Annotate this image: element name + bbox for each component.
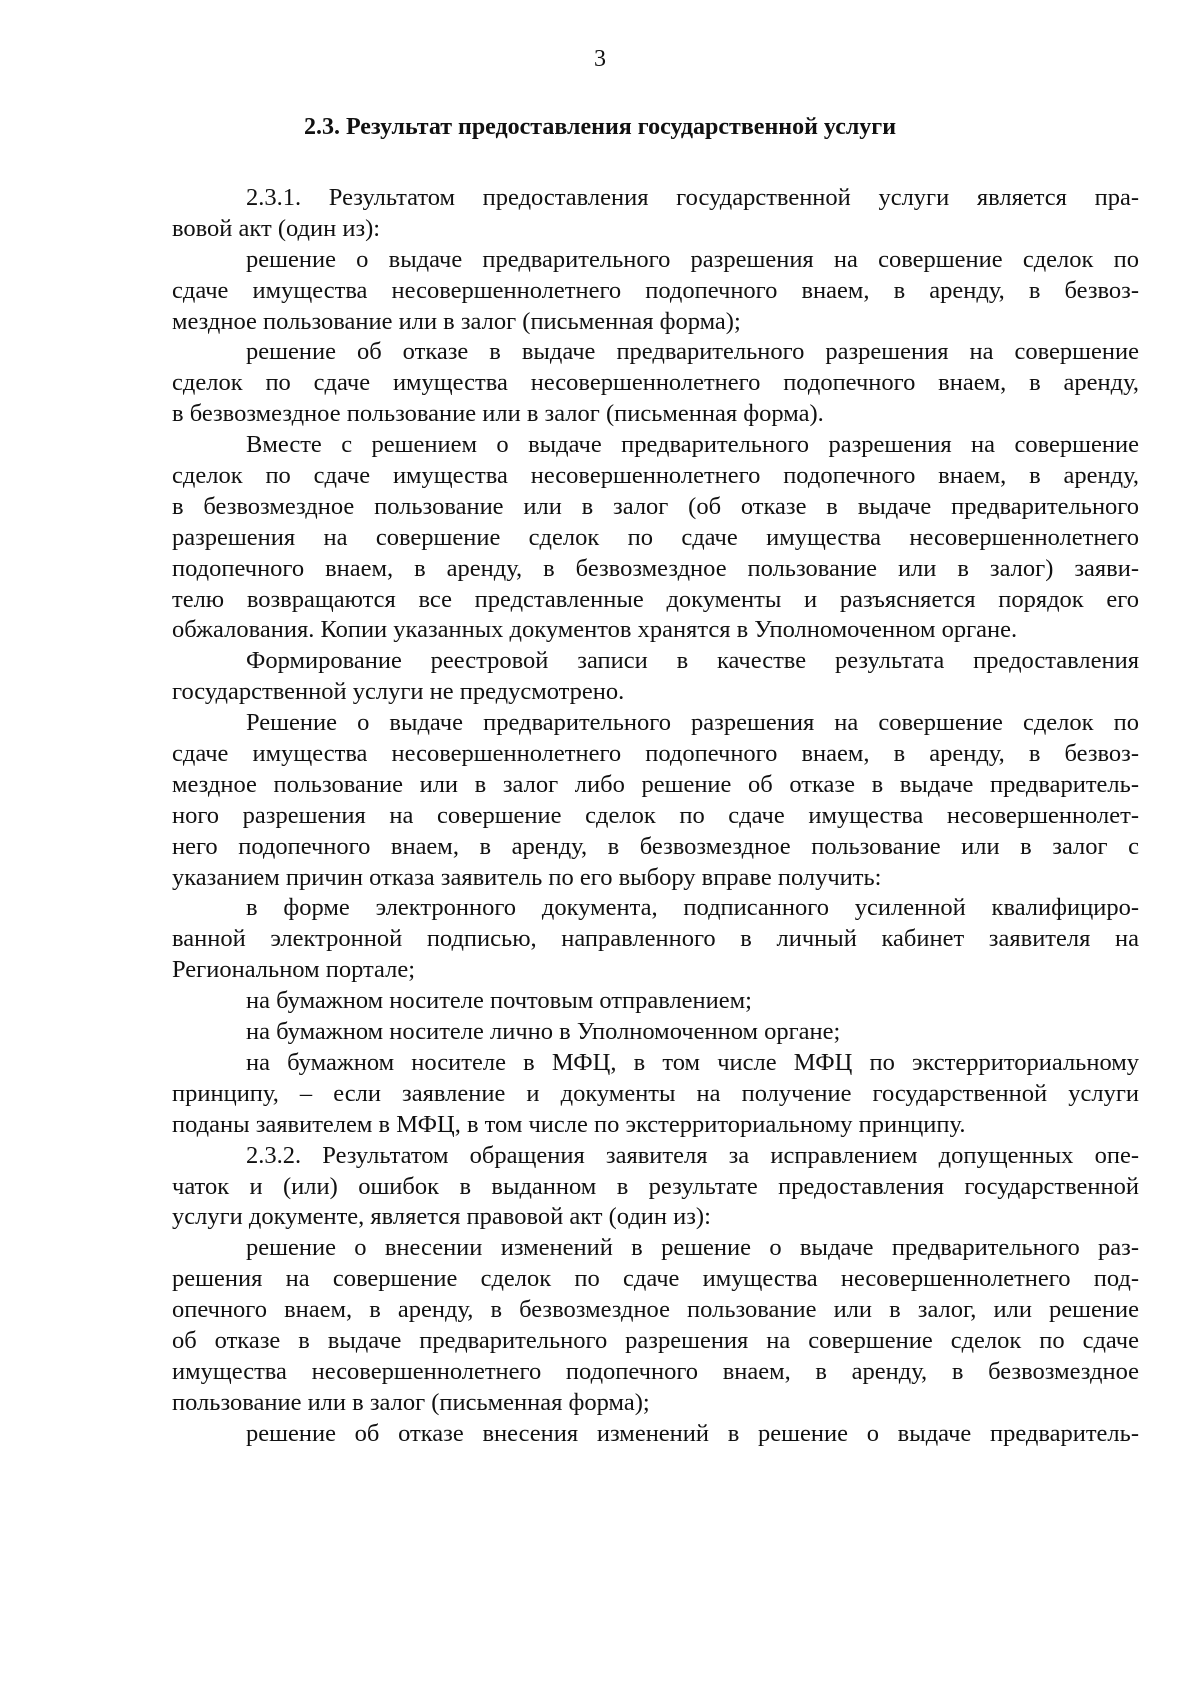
text-line: в безвозмездное пользование или в залог (письменная форма). — [172, 400, 824, 428]
text-line: 2.3.1. Результатом предоставления государственной услуги является пра- — [246, 184, 1139, 211]
text-line: чаток и (или) ошибок в выданном в результате предоставления государственной — [172, 1172, 1139, 1200]
text-line: мездное пользование или в залог либо решение об отказе в выдаче предваритель- — [172, 770, 1139, 798]
text-line: на бумажном носителе в МФЦ, в том числе МФЦ по экстерриториальному — [246, 1048, 1139, 1076]
text-line: ного разрешения на совершение сделок по сдаче имущества несовершеннолет- — [172, 801, 1139, 829]
text-line: об отказе в выдаче предварительного разрешения на совершение сделок по сдаче — [172, 1326, 1139, 1354]
text-line: имущества несовершеннолетнего подопечного внаем, в аренду, в безвозмездное — [172, 1357, 1139, 1385]
text-line: подопечного внаем, в аренду, в безвозмездное пользование или в залог) заяви- — [172, 554, 1139, 582]
text-line: на бумажном носителе лично в Уполномоченном органе; — [246, 1018, 841, 1046]
text-line: решение о внесении изменений в решение о выдаче предварительного раз- — [246, 1234, 1139, 1262]
text-line: ванной электронной подписью, направленного в личный кабинет заявителя на — [172, 925, 1139, 953]
page-number: 3 — [594, 46, 606, 72]
text-line: пользование или в залог (письменная форма); — [172, 1388, 650, 1416]
text-line: Решение о выдаче предварительного разрешения на совершение сделок по — [246, 709, 1139, 737]
text-line: мездное пользование или в залог (письменная форма); — [172, 307, 741, 335]
text-line: поданы заявителем в МФЦ, в том числе по экстерриториальному принципу. — [172, 1110, 966, 1138]
text-line: услуги документе, является правовой акт (один из): — [172, 1203, 711, 1231]
text-line: сделок по сдаче имущества несовершеннолетнего подопечного внаем, в аренду, — [172, 462, 1139, 490]
text-line: разрешения на совершение сделок по сдаче имущества несовершеннолетнего — [172, 523, 1139, 551]
text-line: указанием причин отказа заявитель по его выбору вправе получить: — [172, 863, 882, 891]
text-line: телю возвращаются все представленные документы и разъясняется порядок его — [172, 585, 1139, 613]
text-line: Региональном портале; — [172, 956, 416, 984]
text-line: решение об отказе в выдаче предварительного разрешения на совершение — [246, 338, 1139, 366]
body-text — [172, 183, 1139, 1450]
text-line: принципу, – если заявление и документы на получение государственной услуги — [172, 1079, 1139, 1107]
text-line: решение об отказе внесения изменений в решение о выдаче предваритель- — [246, 1419, 1139, 1447]
text-line: опечного внаем, в аренду, в безвозмездное пользование или в залог, или решение — [172, 1296, 1139, 1324]
text-line: в безвозмездное пользование или в залог (об отказе в выдаче предварительного — [172, 492, 1139, 520]
text-line: сделок по сдаче имущества несовершеннолетнего подопечного внаем, в аренду, — [172, 369, 1139, 397]
text-line: государственной услуги не предусмотрено. — [172, 678, 625, 706]
text-line: в форме электронного документа, подписанного усиленной квалифициро- — [246, 894, 1139, 922]
text-line: обжалования. Копии указанных документов хранятся в Уполномоченном органе. — [172, 616, 1018, 644]
text-line: решения на совершение сделок по сдаче имущества несовершеннолетнего под- — [172, 1265, 1139, 1293]
section-title: 2.3. Результат предоставления государственной услуги — [303, 114, 897, 140]
text-line: 2.3.2. Результатом обращения заявителя за исправлением допущенных опе- — [246, 1141, 1139, 1169]
text-line: вовой акт (один из): — [172, 214, 381, 242]
text-line: него подопечного внаем, в аренду, в безвозмездное пользование или в залог с — [172, 832, 1139, 860]
text-line: на бумажном носителе почтовым отправлением; — [246, 987, 752, 1015]
text-line: Формирование реестровой записи в качестве результата предоставления — [246, 647, 1139, 675]
text-line: сдаче имущества несовершеннолетнего подопечного внаем, в аренду, в безвоз- — [172, 276, 1139, 304]
text-line: сдаче имущества несовершеннолетнего подопечного внаем, в аренду, в безвоз- — [172, 740, 1139, 768]
text-line: Вместе с решением о выдаче предварительного разрешения на совершение — [246, 431, 1139, 459]
text-line: решение о выдаче предварительного разрешения на совершение сделок по — [246, 245, 1139, 273]
